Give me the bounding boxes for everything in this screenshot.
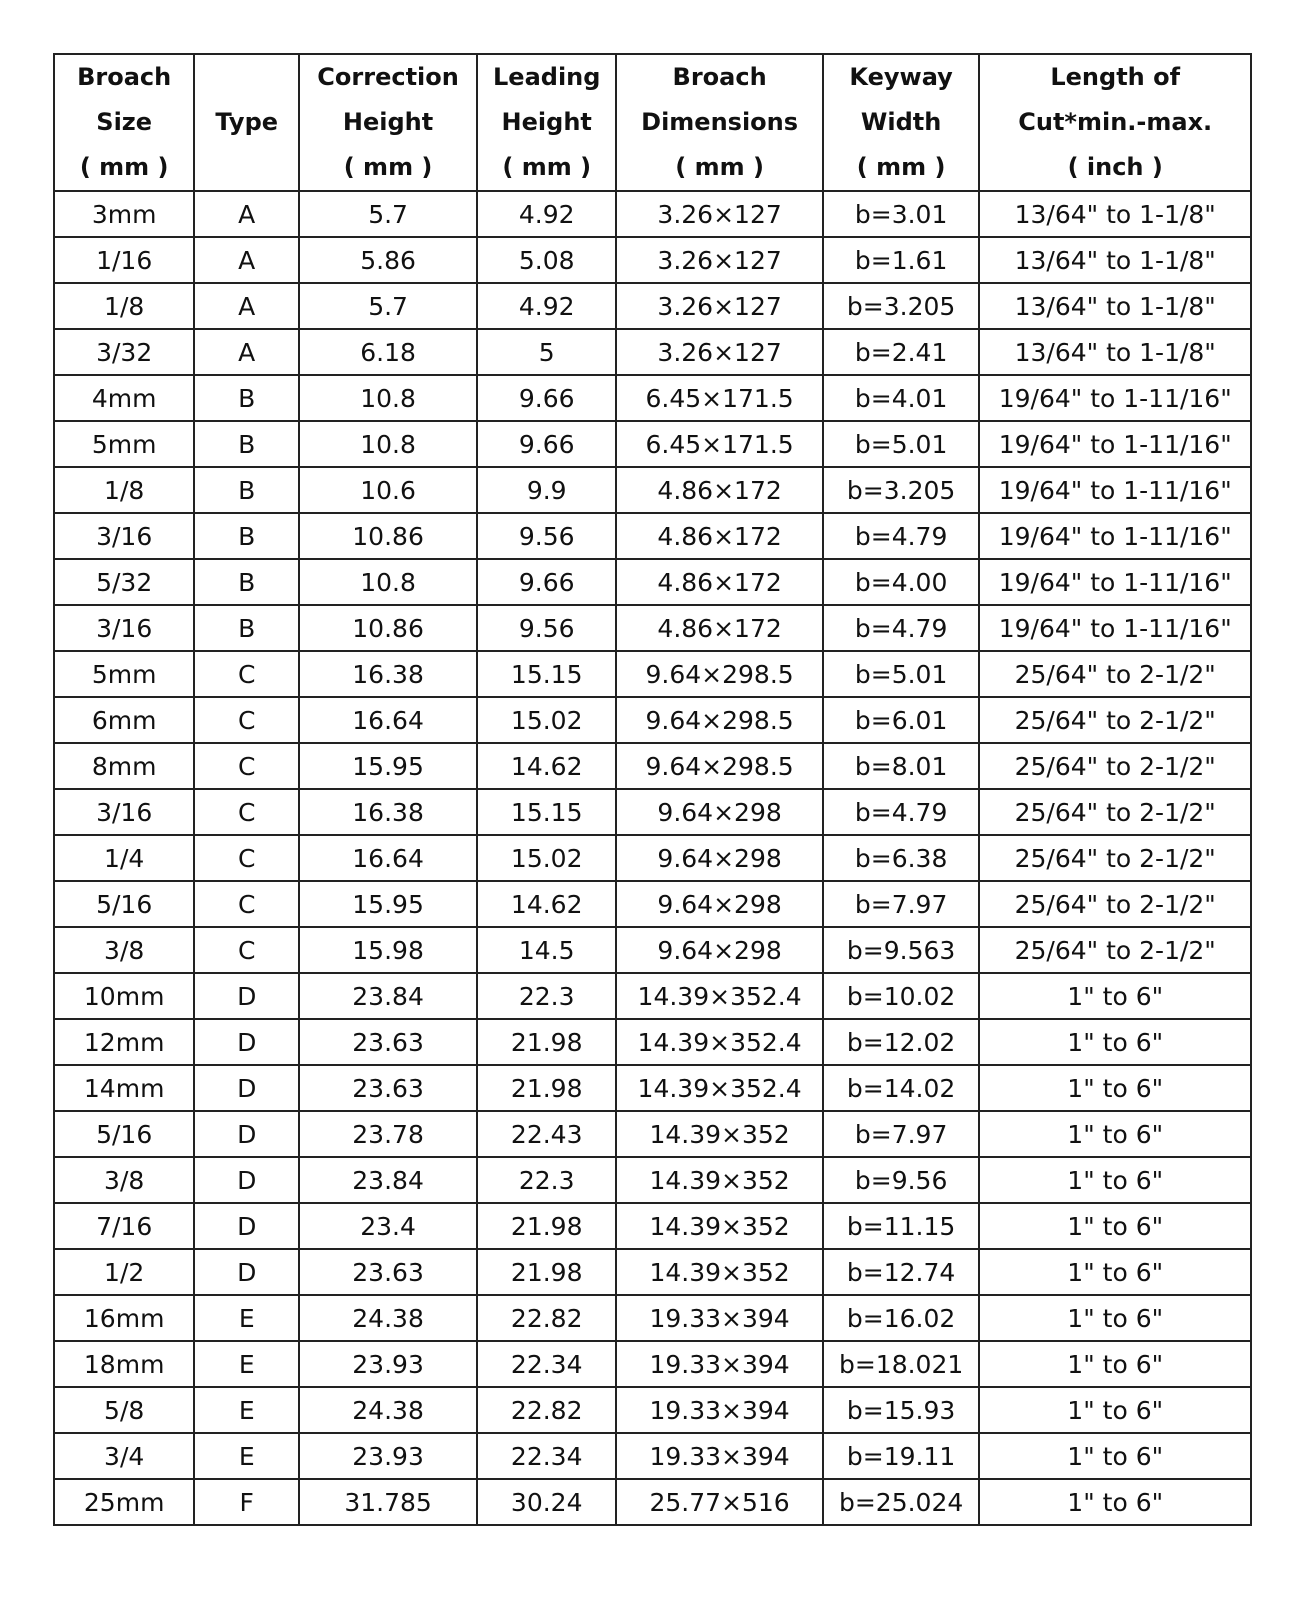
- cell-correction-height: 16.64: [299, 697, 477, 743]
- column-header-keyway-width: [823, 54, 980, 191]
- cell-type: A: [194, 283, 299, 329]
- cell-broach-size: 4mm: [54, 375, 194, 421]
- cell-broach-dimensions: 6.45×171.5: [616, 421, 822, 467]
- table-row: [54, 789, 1251, 835]
- cell-correction-height: 23.84: [299, 1157, 477, 1203]
- cell-keyway-width: b=2.41: [823, 329, 980, 375]
- table-row: [54, 237, 1251, 283]
- cell-length-of-cut: 19/64" to 1-11/16": [979, 467, 1251, 513]
- cell-leading-height: 4.92: [477, 283, 616, 329]
- cell-leading-height: 9.56: [477, 605, 616, 651]
- cell-correction-height: 10.8: [299, 559, 477, 605]
- cell-length-of-cut: 1" to 6": [979, 1111, 1251, 1157]
- cell-length-of-cut: 1" to 6": [979, 1157, 1251, 1203]
- cell-type: E: [194, 1387, 299, 1433]
- table-row: [54, 835, 1251, 881]
- cell-leading-height: 22.3: [477, 1157, 616, 1203]
- cell-correction-height: 23.4: [299, 1203, 477, 1249]
- cell-broach-dimensions: 14.39×352: [616, 1157, 822, 1203]
- cell-leading-height: 21.98: [477, 1203, 616, 1249]
- cell-broach-size: 7/16: [54, 1203, 194, 1249]
- cell-length-of-cut: 25/64" to 2-1/2": [979, 651, 1251, 697]
- cell-type: C: [194, 881, 299, 927]
- cell-length-of-cut: 25/64" to 2-1/2": [979, 927, 1251, 973]
- cell-correction-height: 15.95: [299, 743, 477, 789]
- cell-correction-height: 23.63: [299, 1065, 477, 1111]
- cell-broach-dimensions: 9.64×298: [616, 835, 822, 881]
- cell-length-of-cut: 19/64" to 1-11/16": [979, 513, 1251, 559]
- cell-keyway-width: b=25.024: [823, 1479, 980, 1525]
- cell-length-of-cut: 1" to 6": [979, 1433, 1251, 1479]
- cell-broach-size: 5/8: [54, 1387, 194, 1433]
- cell-broach-dimensions: 3.26×127: [616, 237, 822, 283]
- cell-leading-height: 22.82: [477, 1387, 616, 1433]
- cell-correction-height: 5.86: [299, 237, 477, 283]
- cell-correction-height: 23.93: [299, 1341, 477, 1387]
- cell-type: D: [194, 973, 299, 1019]
- column-header-line: Leading: [493, 63, 601, 91]
- cell-broach-size: 5/16: [54, 881, 194, 927]
- cell-broach-dimensions: 14.39×352: [616, 1203, 822, 1249]
- cell-broach-size: 8mm: [54, 743, 194, 789]
- cell-broach-size: 1/2: [54, 1249, 194, 1295]
- table-row: [54, 1111, 1251, 1157]
- column-header-line: Length of: [1050, 63, 1181, 91]
- cell-length-of-cut: 19/64" to 1-11/16": [979, 421, 1251, 467]
- cell-type: C: [194, 697, 299, 743]
- cell-broach-size: 14mm: [54, 1065, 194, 1111]
- cell-keyway-width: b=6.38: [823, 835, 980, 881]
- cell-broach-size: 18mm: [54, 1341, 194, 1387]
- cell-leading-height: 21.98: [477, 1249, 616, 1295]
- cell-keyway-width: b=12.02: [823, 1019, 980, 1065]
- cell-leading-height: 22.3: [477, 973, 616, 1019]
- cell-broach-dimensions: 9.64×298: [616, 881, 822, 927]
- cell-broach-dimensions: 9.64×298: [616, 927, 822, 973]
- cell-keyway-width: b=3.205: [823, 283, 980, 329]
- cell-broach-dimensions: 19.33×394: [616, 1433, 822, 1479]
- cell-leading-height: 9.66: [477, 421, 616, 467]
- column-header-line: Broach: [672, 63, 767, 91]
- table-row: [54, 375, 1251, 421]
- cell-broach-dimensions: 14.39×352.4: [616, 1065, 822, 1111]
- cell-type: D: [194, 1019, 299, 1065]
- cell-broach-dimensions: 3.26×127: [616, 191, 822, 237]
- column-header-leading-height: [477, 54, 616, 191]
- cell-length-of-cut: 19/64" to 1-11/16": [979, 559, 1251, 605]
- cell-broach-dimensions: 6.45×171.5: [616, 375, 822, 421]
- column-header-line: ( mm ): [79, 153, 169, 181]
- cell-keyway-width: b=3.01: [823, 191, 980, 237]
- cell-length-of-cut: 19/64" to 1-11/16": [979, 605, 1251, 651]
- cell-leading-height: 22.82: [477, 1295, 616, 1341]
- cell-length-of-cut: 13/64" to 1-1/8": [979, 191, 1251, 237]
- table-row: [54, 1065, 1251, 1111]
- cell-length-of-cut: 25/64" to 2-1/2": [979, 881, 1251, 927]
- column-header-line: Type: [215, 108, 279, 136]
- table-row: [54, 467, 1251, 513]
- cell-correction-height: 10.6: [299, 467, 477, 513]
- cell-type: A: [194, 329, 299, 375]
- cell-broach-dimensions: 14.39×352.4: [616, 1019, 822, 1065]
- cell-correction-height: 23.63: [299, 1019, 477, 1065]
- column-header-line: Broach: [77, 63, 172, 91]
- cell-leading-height: 5: [477, 329, 616, 375]
- cell-broach-size: 6mm: [54, 697, 194, 743]
- cell-length-of-cut: 13/64" to 1-1/8": [979, 329, 1251, 375]
- cell-type: C: [194, 789, 299, 835]
- cell-broach-dimensions: 19.33×394: [616, 1341, 822, 1387]
- cell-broach-dimensions: 4.86×172: [616, 605, 822, 651]
- cell-leading-height: 22.34: [477, 1433, 616, 1479]
- column-header-line: Cut*min.-max.: [1018, 108, 1213, 136]
- cell-broach-dimensions: 4.86×172: [616, 513, 822, 559]
- cell-leading-height: 14.5: [477, 927, 616, 973]
- cell-type: B: [194, 375, 299, 421]
- column-header-broach-dimensions: [616, 54, 822, 191]
- column-header-line: Dimensions: [641, 108, 799, 136]
- column-header-broach-size: [54, 54, 194, 191]
- column-header-type: [194, 54, 299, 191]
- table-row: [54, 1433, 1251, 1479]
- cell-keyway-width: b=4.79: [823, 513, 980, 559]
- cell-broach-size: 3/8: [54, 1157, 194, 1203]
- cell-broach-size: 1/8: [54, 467, 194, 513]
- cell-length-of-cut: 1" to 6": [979, 1295, 1251, 1341]
- cell-type: B: [194, 513, 299, 559]
- table-row: [54, 1203, 1251, 1249]
- cell-broach-size: 10mm: [54, 973, 194, 1019]
- table-row: [54, 559, 1251, 605]
- cell-broach-size: 25mm: [54, 1479, 194, 1525]
- cell-type: C: [194, 835, 299, 881]
- cell-correction-height: 24.38: [299, 1387, 477, 1433]
- cell-type: A: [194, 191, 299, 237]
- cell-correction-height: 5.7: [299, 283, 477, 329]
- cell-leading-height: 15.02: [477, 835, 616, 881]
- cell-broach-size: 3/8: [54, 927, 194, 973]
- cell-type: D: [194, 1111, 299, 1157]
- cell-keyway-width: b=11.15: [823, 1203, 980, 1249]
- cell-correction-height: 23.63: [299, 1249, 477, 1295]
- cell-keyway-width: b=1.61: [823, 237, 980, 283]
- table-row: [54, 1295, 1251, 1341]
- cell-length-of-cut: 25/64" to 2-1/2": [979, 789, 1251, 835]
- cell-keyway-width: b=7.97: [823, 1111, 980, 1157]
- cell-type: C: [194, 743, 299, 789]
- cell-correction-height: 24.38: [299, 1295, 477, 1341]
- table-row: [54, 743, 1251, 789]
- cell-leading-height: 22.43: [477, 1111, 616, 1157]
- cell-keyway-width: b=3.205: [823, 467, 980, 513]
- cell-broach-dimensions: 25.77×516: [616, 1479, 822, 1525]
- cell-type: B: [194, 421, 299, 467]
- column-header-line: ( mm ): [502, 153, 592, 181]
- cell-keyway-width: b=12.74: [823, 1249, 980, 1295]
- table-row: [54, 1479, 1251, 1525]
- cell-broach-dimensions: 19.33×394: [616, 1295, 822, 1341]
- column-header-line: Width: [860, 108, 942, 136]
- cell-correction-height: 10.86: [299, 513, 477, 559]
- cell-broach-size: 3/16: [54, 605, 194, 651]
- column-header-line: Correction: [317, 63, 459, 91]
- column-header-line: Height: [501, 108, 592, 136]
- cell-broach-dimensions: 9.64×298.5: [616, 651, 822, 697]
- cell-correction-height: 10.8: [299, 375, 477, 421]
- column-header-line: Height: [342, 108, 434, 136]
- cell-length-of-cut: 25/64" to 2-1/2": [979, 743, 1251, 789]
- cell-broach-dimensions: 3.26×127: [616, 283, 822, 329]
- cell-type: F: [194, 1479, 299, 1525]
- cell-type: E: [194, 1433, 299, 1479]
- table-row: [54, 513, 1251, 559]
- cell-leading-height: 9.66: [477, 559, 616, 605]
- table-row: [54, 283, 1251, 329]
- cell-correction-height: 6.18: [299, 329, 477, 375]
- header-row: [54, 54, 1251, 191]
- cell-broach-dimensions: 19.33×394: [616, 1387, 822, 1433]
- cell-leading-height: 15.15: [477, 651, 616, 697]
- cell-length-of-cut: 25/64" to 2-1/2": [979, 697, 1251, 743]
- cell-keyway-width: b=4.00: [823, 559, 980, 605]
- cell-broach-dimensions: 14.39×352: [616, 1111, 822, 1157]
- table-row: [54, 329, 1251, 375]
- table-header: [54, 54, 1251, 191]
- cell-broach-dimensions: 9.64×298.5: [616, 697, 822, 743]
- cell-broach-size: 3/16: [54, 789, 194, 835]
- cell-keyway-width: b=7.97: [823, 881, 980, 927]
- cell-length-of-cut: 1" to 6": [979, 1341, 1251, 1387]
- cell-keyway-width: b=10.02: [823, 973, 980, 1019]
- cell-keyway-width: b=8.01: [823, 743, 980, 789]
- cell-correction-height: 10.8: [299, 421, 477, 467]
- cell-broach-dimensions: 14.39×352.4: [616, 973, 822, 1019]
- cell-broach-size: 3/4: [54, 1433, 194, 1479]
- cell-type: C: [194, 651, 299, 697]
- column-header-line: Size: [96, 108, 153, 136]
- cell-type: D: [194, 1157, 299, 1203]
- table-row: [54, 1249, 1251, 1295]
- table-row: [54, 651, 1251, 697]
- cell-leading-height: 9.66: [477, 375, 616, 421]
- cell-length-of-cut: 1" to 6": [979, 973, 1251, 1019]
- cell-keyway-width: b=9.56: [823, 1157, 980, 1203]
- table-row: [54, 1341, 1251, 1387]
- cell-length-of-cut: 13/64" to 1-1/8": [979, 237, 1251, 283]
- cell-broach-size: 5/16: [54, 1111, 194, 1157]
- table-row: [54, 927, 1251, 973]
- cell-keyway-width: b=5.01: [823, 651, 980, 697]
- cell-type: B: [194, 559, 299, 605]
- cell-broach-dimensions: 4.86×172: [616, 467, 822, 513]
- cell-length-of-cut: 1" to 6": [979, 1065, 1251, 1111]
- cell-broach-dimensions: 3.26×127: [616, 329, 822, 375]
- cell-leading-height: 15.02: [477, 697, 616, 743]
- cell-leading-height: 9.56: [477, 513, 616, 559]
- cell-correction-height: 16.64: [299, 835, 477, 881]
- table-body: [54, 191, 1251, 1525]
- cell-leading-height: 9.9: [477, 467, 616, 513]
- cell-broach-size: 5mm: [54, 421, 194, 467]
- cell-correction-height: 5.7: [299, 191, 477, 237]
- column-header-line: ( inch ): [1067, 153, 1163, 181]
- cell-keyway-width: b=5.01: [823, 421, 980, 467]
- cell-leading-height: 4.92: [477, 191, 616, 237]
- cell-type: E: [194, 1295, 299, 1341]
- cell-correction-height: 31.785: [299, 1479, 477, 1525]
- table-row: [54, 605, 1251, 651]
- cell-leading-height: 15.15: [477, 789, 616, 835]
- cell-keyway-width: b=4.01: [823, 375, 980, 421]
- cell-length-of-cut: 1" to 6": [979, 1203, 1251, 1249]
- cell-broach-size: 1/8: [54, 283, 194, 329]
- cell-correction-height: 15.98: [299, 927, 477, 973]
- column-header-correction-height: [299, 54, 477, 191]
- cell-length-of-cut: 1" to 6": [979, 1249, 1251, 1295]
- cell-keyway-width: b=14.02: [823, 1065, 980, 1111]
- cell-keyway-width: b=4.79: [823, 605, 980, 651]
- table-row: [54, 1387, 1251, 1433]
- cell-length-of-cut: 1" to 6": [979, 1387, 1251, 1433]
- cell-broach-dimensions: 9.64×298.5: [616, 743, 822, 789]
- cell-leading-height: 14.62: [477, 881, 616, 927]
- cell-length-of-cut: 25/64" to 2-1/2": [979, 835, 1251, 881]
- cell-type: B: [194, 467, 299, 513]
- table-row: [54, 1019, 1251, 1065]
- cell-correction-height: 23.84: [299, 973, 477, 1019]
- table-row: [54, 697, 1251, 743]
- cell-leading-height: 5.08: [477, 237, 616, 283]
- column-header-length-of-cut: [979, 54, 1251, 191]
- column-header-line: ( mm ): [856, 153, 946, 181]
- cell-keyway-width: b=16.02: [823, 1295, 980, 1341]
- cell-keyway-width: b=4.79: [823, 789, 980, 835]
- cell-correction-height: 15.95: [299, 881, 477, 927]
- cell-broach-size: 5/32: [54, 559, 194, 605]
- cell-correction-height: 10.86: [299, 605, 477, 651]
- column-header-line: ( mm ): [343, 153, 433, 181]
- table-row: [54, 1157, 1251, 1203]
- table-row: [54, 973, 1251, 1019]
- cell-correction-height: 23.78: [299, 1111, 477, 1157]
- cell-broach-dimensions: 14.39×352: [616, 1249, 822, 1295]
- cell-type: A: [194, 237, 299, 283]
- cell-leading-height: 21.98: [477, 1065, 616, 1111]
- cell-broach-size: 16mm: [54, 1295, 194, 1341]
- cell-broach-size: 12mm: [54, 1019, 194, 1065]
- cell-length-of-cut: 19/64" to 1-11/16": [979, 375, 1251, 421]
- column-header-line: Keyway: [849, 63, 953, 91]
- cell-broach-size: 3/32: [54, 329, 194, 375]
- column-header-line: ( mm ): [675, 153, 764, 181]
- cell-broach-size: 1/16: [54, 237, 194, 283]
- cell-type: D: [194, 1065, 299, 1111]
- cell-type: D: [194, 1249, 299, 1295]
- cell-broach-size: 5mm: [54, 651, 194, 697]
- cell-keyway-width: b=19.11: [823, 1433, 980, 1479]
- cell-broach-size: 1/4: [54, 835, 194, 881]
- cell-correction-height: 16.38: [299, 651, 477, 697]
- cell-broach-size: 3/16: [54, 513, 194, 559]
- cell-keyway-width: b=6.01: [823, 697, 980, 743]
- cell-type: C: [194, 927, 299, 973]
- cell-type: B: [194, 605, 299, 651]
- broach-spec-table: [53, 53, 1252, 1526]
- cell-correction-height: 16.38: [299, 789, 477, 835]
- cell-keyway-width: b=9.563: [823, 927, 980, 973]
- table-row: [54, 421, 1251, 467]
- cell-broach-size: 3mm: [54, 191, 194, 237]
- cell-leading-height: 30.24: [477, 1479, 616, 1525]
- cell-broach-dimensions: 4.86×172: [616, 559, 822, 605]
- cell-type: D: [194, 1203, 299, 1249]
- cell-length-of-cut: 13/64" to 1-1/8": [979, 283, 1251, 329]
- cell-leading-height: 14.62: [477, 743, 616, 789]
- cell-leading-height: 22.34: [477, 1341, 616, 1387]
- cell-keyway-width: b=15.93: [823, 1387, 980, 1433]
- table-row: [54, 191, 1251, 237]
- cell-length-of-cut: 1" to 6": [979, 1019, 1251, 1065]
- cell-keyway-width: b=18.021: [823, 1341, 980, 1387]
- cell-type: E: [194, 1341, 299, 1387]
- cell-correction-height: 23.93: [299, 1433, 477, 1479]
- cell-broach-dimensions: 9.64×298: [616, 789, 822, 835]
- cell-length-of-cut: 1" to 6": [979, 1479, 1251, 1525]
- cell-leading-height: 21.98: [477, 1019, 616, 1065]
- table-row: [54, 881, 1251, 927]
